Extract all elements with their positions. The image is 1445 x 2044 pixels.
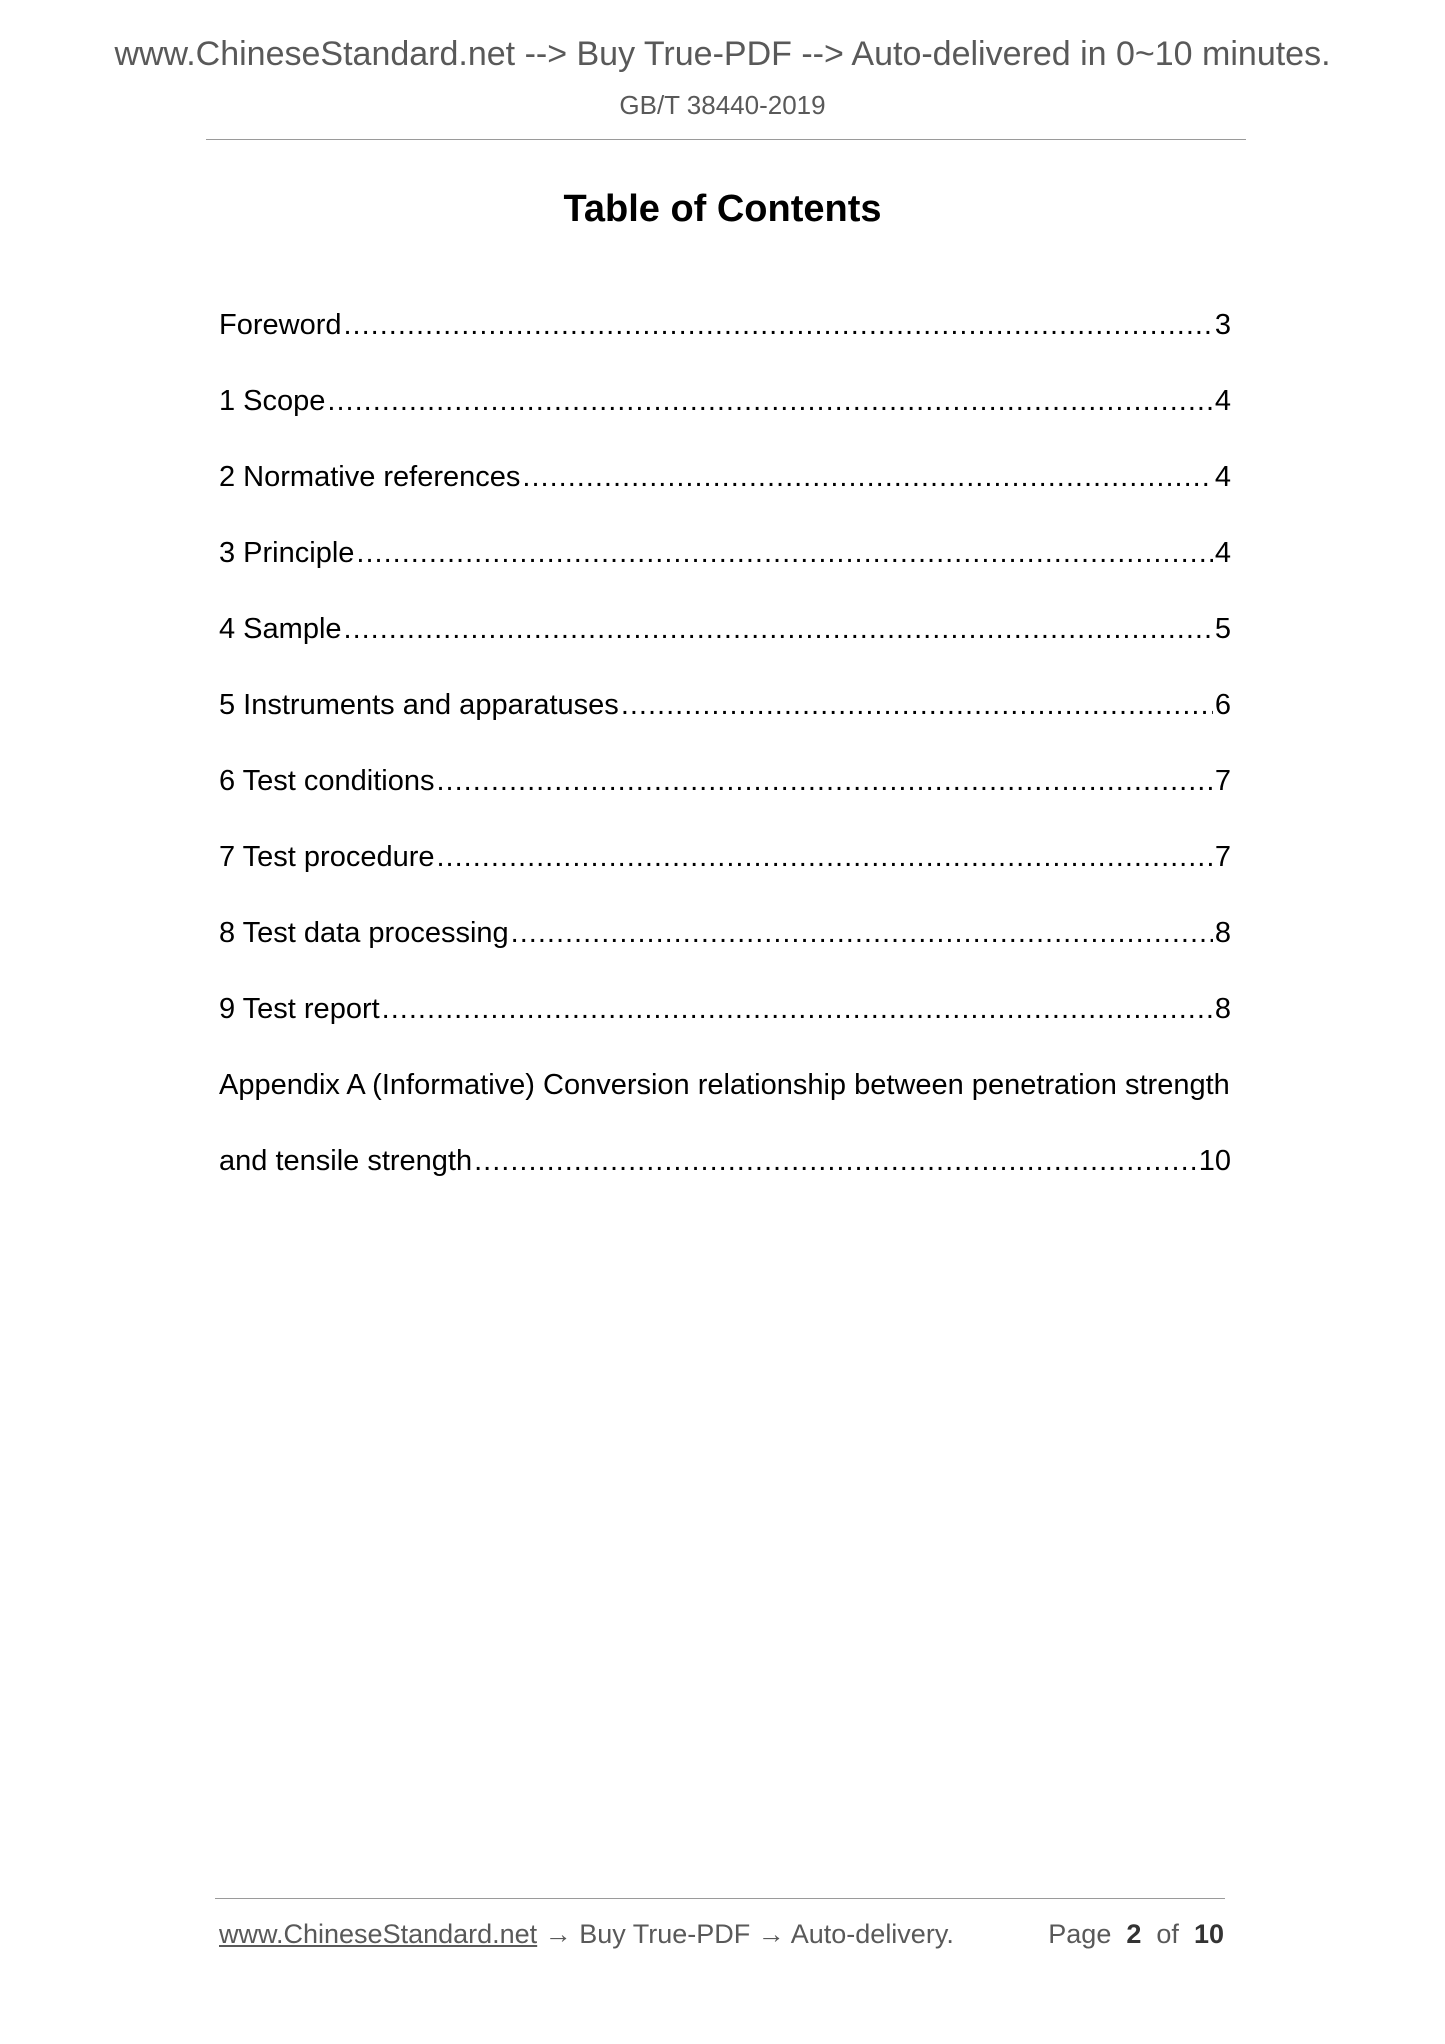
toc-entry-appendix-a-line2[interactable] (219, 1136, 1231, 1212)
toc-entry-page: 10 (1198, 1145, 1231, 1177)
toc-entry-page: 4 (1214, 537, 1231, 569)
header-divider (206, 139, 1246, 140)
toc-entry-label: 8 Test data processing (219, 917, 509, 949)
toc-entry-page: 7 (1214, 765, 1231, 797)
toc-entry-label: 6 Test conditions (219, 765, 435, 797)
toc-entry-label: 7 Test procedure (219, 841, 435, 873)
page-label: Page (1048, 1919, 1112, 1949)
toc-leader-dots (437, 832, 1213, 882)
toc-leader-dots (522, 452, 1212, 502)
toc-leader-dots (621, 680, 1213, 730)
page-current: 2 (1126, 1919, 1142, 1949)
toc-entry-page: 4 (1214, 385, 1231, 417)
footer-left (219, 1914, 954, 1954)
toc-entry-label: 4 Sample (219, 613, 342, 645)
toc-entry-label: 9 Test report (219, 993, 380, 1025)
toc-leader-dots (511, 908, 1213, 958)
toc-title: Table of Contents (563, 188, 882, 230)
toc-leader-dots (356, 528, 1212, 578)
toc-entry-test-data-processing[interactable] (219, 908, 1231, 984)
toc-leader-dots (344, 300, 1213, 350)
toc-entry-scope[interactable] (219, 376, 1231, 452)
toc-leader-dots (344, 604, 1213, 654)
page-of: of (1156, 1919, 1179, 1949)
toc-leader-dots (382, 984, 1213, 1034)
document-code: GB/T 38440-2019 (619, 90, 826, 120)
toc-leader-dots (437, 756, 1213, 806)
toc-entry-page: 5 (1214, 613, 1231, 645)
toc-leader-dots (474, 1136, 1197, 1186)
toc-entry-normative-references[interactable] (219, 452, 1231, 528)
toc-entry-label: and tensile strength (219, 1145, 473, 1177)
site-banner: www.ChineseStandard.net --> Buy True-PDF --> Auto-delivered in 0~10 minutes. (114, 35, 1331, 73)
toc-list (219, 300, 1231, 1212)
toc-entry-label: 5 Instruments and apparatuses (219, 689, 619, 721)
toc-entry-label: 2 Normative references (219, 461, 521, 493)
toc-entry-appendix-a-line1[interactable]: Appendix A (Informative) Conversion relationship between penetration strength (219, 1069, 1230, 1101)
toc-entry-test-report[interactable] (219, 984, 1231, 1060)
page-indicator (1048, 1914, 1224, 1954)
page-total: 10 (1193, 1919, 1224, 1949)
footer-divider (215, 1898, 1225, 1899)
toc-entry-foreword[interactable] (219, 300, 1231, 376)
toc-entry-label: 1 Scope (219, 385, 326, 417)
toc-entry-page: 8 (1214, 917, 1231, 949)
toc-leader-dots (327, 376, 1212, 426)
toc-entry-page: 4 (1214, 461, 1231, 493)
toc-entry-sample[interactable] (219, 604, 1231, 680)
toc-entry-test-conditions[interactable] (219, 756, 1231, 832)
toc-entry-test-procedure[interactable] (219, 832, 1231, 908)
toc-entry-page: 7 (1214, 841, 1231, 873)
toc-entry-label: Foreword (219, 309, 342, 341)
toc-entry-principle[interactable] (219, 528, 1231, 604)
toc-entry-page: 3 (1214, 309, 1231, 341)
footer-site-link[interactable]: www.ChineseStandard.net (219, 1919, 538, 1949)
toc-entry-page: 6 (1214, 689, 1231, 721)
toc-entry-label: 3 Principle (219, 537, 355, 569)
footer-text: → Buy True-PDF → Auto-delivery. (537, 1919, 954, 1949)
toc-entry-page: 8 (1214, 993, 1231, 1025)
toc-entry-instruments[interactable] (219, 680, 1231, 756)
